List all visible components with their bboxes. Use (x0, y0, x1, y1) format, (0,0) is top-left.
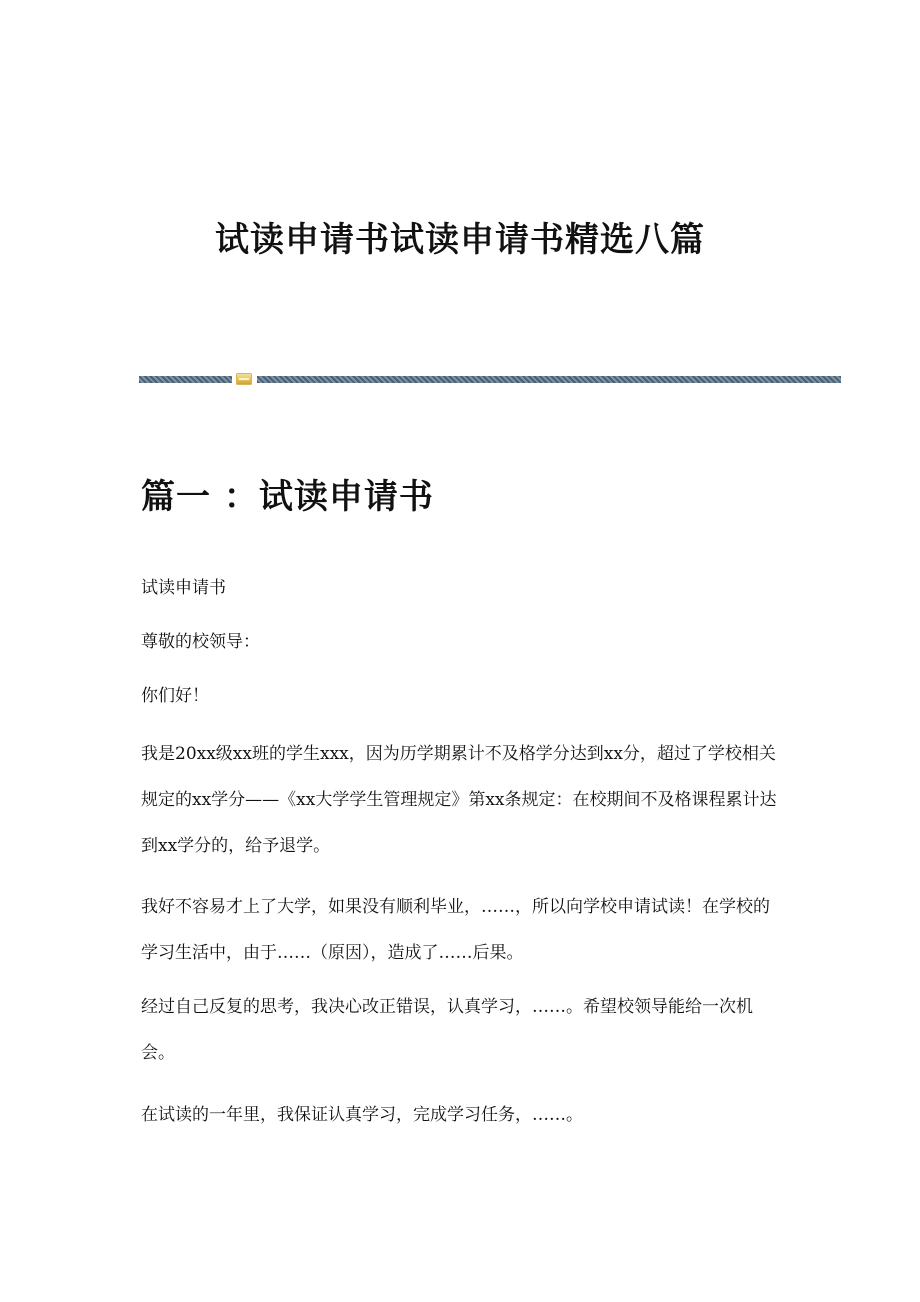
document-title: 试读申请书试读申请书精选八篇 (215, 220, 705, 260)
paragraph-reason: 我好不容易才上了大学，如果没有顺利毕业，……，所以向学校申请试读！在学校的学习生活中，由于……（原因），造成了……后果。 (141, 897, 770, 963)
title-divider (139, 373, 841, 385)
paragraph-resolution: 经过自己反复的思考，我决心改正错误，认真学习，……。希望校领导能给一次机会。 (141, 997, 753, 1063)
paragraph-salutation: 尊敬的校领导： (141, 632, 260, 652)
paragraph-promise: 在试读的一年里，我保证认真学习，完成学习任务，……。 (141, 1105, 583, 1125)
divider-bar-right (257, 376, 841, 383)
divider-bar-left (139, 376, 232, 383)
section-heading: 篇一 ：试读申请书 (141, 477, 434, 517)
envelope-ornament-icon (236, 373, 252, 385)
paragraph-greeting: 你们好！ (141, 686, 209, 706)
paragraph-situation: 我是20xx级xx班的学生xxx，因为历学期累计不及格学分达到xx分，超过了学校相关规定的xx学分——《xx大学学生管理规定》第xx条规定：在校期间不及格课程累计达到xx学分的，给予退学。 (141, 744, 777, 856)
paragraph-letter-title: 试读申请书 (141, 578, 226, 598)
